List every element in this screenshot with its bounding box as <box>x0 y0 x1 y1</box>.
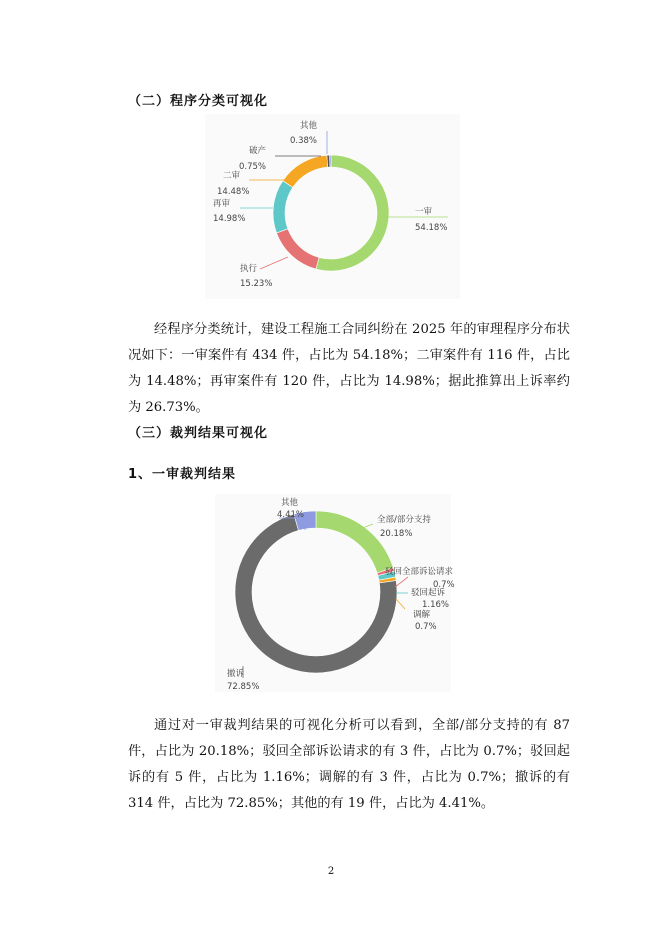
chart1-value-bankruptcy: 0.75% <box>239 162 267 172</box>
chart1-label-other: 其他 <box>300 121 318 131</box>
chart2-label-dismiss-suit: 驳回起诉 <box>411 588 446 598</box>
chart2-value-support: 20.18% <box>380 529 413 539</box>
chart2-label-mediation: 调解 <box>413 610 431 620</box>
chart2-label-support: 全部/部分支持 <box>377 515 431 525</box>
chart2-value-reject-all-claims: 0.7% <box>433 580 455 590</box>
chart1-slice-3 <box>283 155 328 187</box>
chart1-label-retrial: 再审 <box>213 199 231 209</box>
procedure-paragraph: 经程序分类统计，建设工程施工合同纠纷在 2025 年的审理程序分布状况如下：一审案件有 434 件，占比为 54.18%；二审案件有 116 件，占比为 14.48%；再审案件有 120 件，占比为 14.98%；据此推算出上诉率约为 26.73%。 <box>128 322 570 415</box>
chart2-value-mediation: 0.7% <box>415 622 437 632</box>
chart1-slice-0 <box>316 155 389 271</box>
chart1-value-second-instance: 14.48% <box>217 187 250 197</box>
section-heading-procedure: （二）程序分类可视化 <box>128 94 269 109</box>
subheading-first-instance-judgment: 1、一审裁判结果 <box>128 467 237 482</box>
chart2-label-reject-all-claims: 驳回全部诉讼请求 <box>385 567 454 577</box>
chart1-label-second-instance: 二审 <box>223 171 241 181</box>
chart2-value-withdrawal: 72.85% <box>227 682 260 692</box>
procedure-donut-chart <box>205 114 460 299</box>
chart1-slice-5 <box>330 155 331 167</box>
chart1-slice-1 <box>277 229 320 269</box>
chart1-value-enforcement: 15.23% <box>240 279 273 289</box>
chart2-value-dismiss-suit: 1.16% <box>422 600 450 610</box>
judgment-donut-chart <box>215 494 455 692</box>
chart1-label-first-instance: 一审 <box>415 207 433 217</box>
chart2-label-other: 其他 <box>281 498 299 508</box>
chart1-value-first-instance: 54.18% <box>415 223 448 233</box>
page-number: 2 <box>327 866 335 877</box>
chart2-label-withdrawal: 撤诉 <box>227 669 245 679</box>
chart2-value-other: 4.41% <box>277 510 305 520</box>
judgment-paragraph: 通过对一审裁判结果的可视化分析可以看到，全部/部分支持的有 87 件，占比为 20.18%；驳回全部诉讼请求的有 3 件，占比为 0.7%；驳回起诉的有 5 件，占比为 1.16%；调解的有 3 件，占比为 0.7%；撤诉的有 314 件，占比为 72.85%；其他的有 19 件，占比为 4.41%。 <box>128 718 570 811</box>
chart1-slice-2 <box>273 181 293 233</box>
chart1-value-retrial: 14.98% <box>213 214 246 224</box>
chart1-label-enforcement: 执行 <box>240 264 258 274</box>
chart1-value-other: 0.38% <box>290 136 318 146</box>
chart1-label-bankruptcy: 破产 <box>249 146 267 156</box>
section-heading-judgment: （三）裁判结果可视化 <box>128 426 269 441</box>
